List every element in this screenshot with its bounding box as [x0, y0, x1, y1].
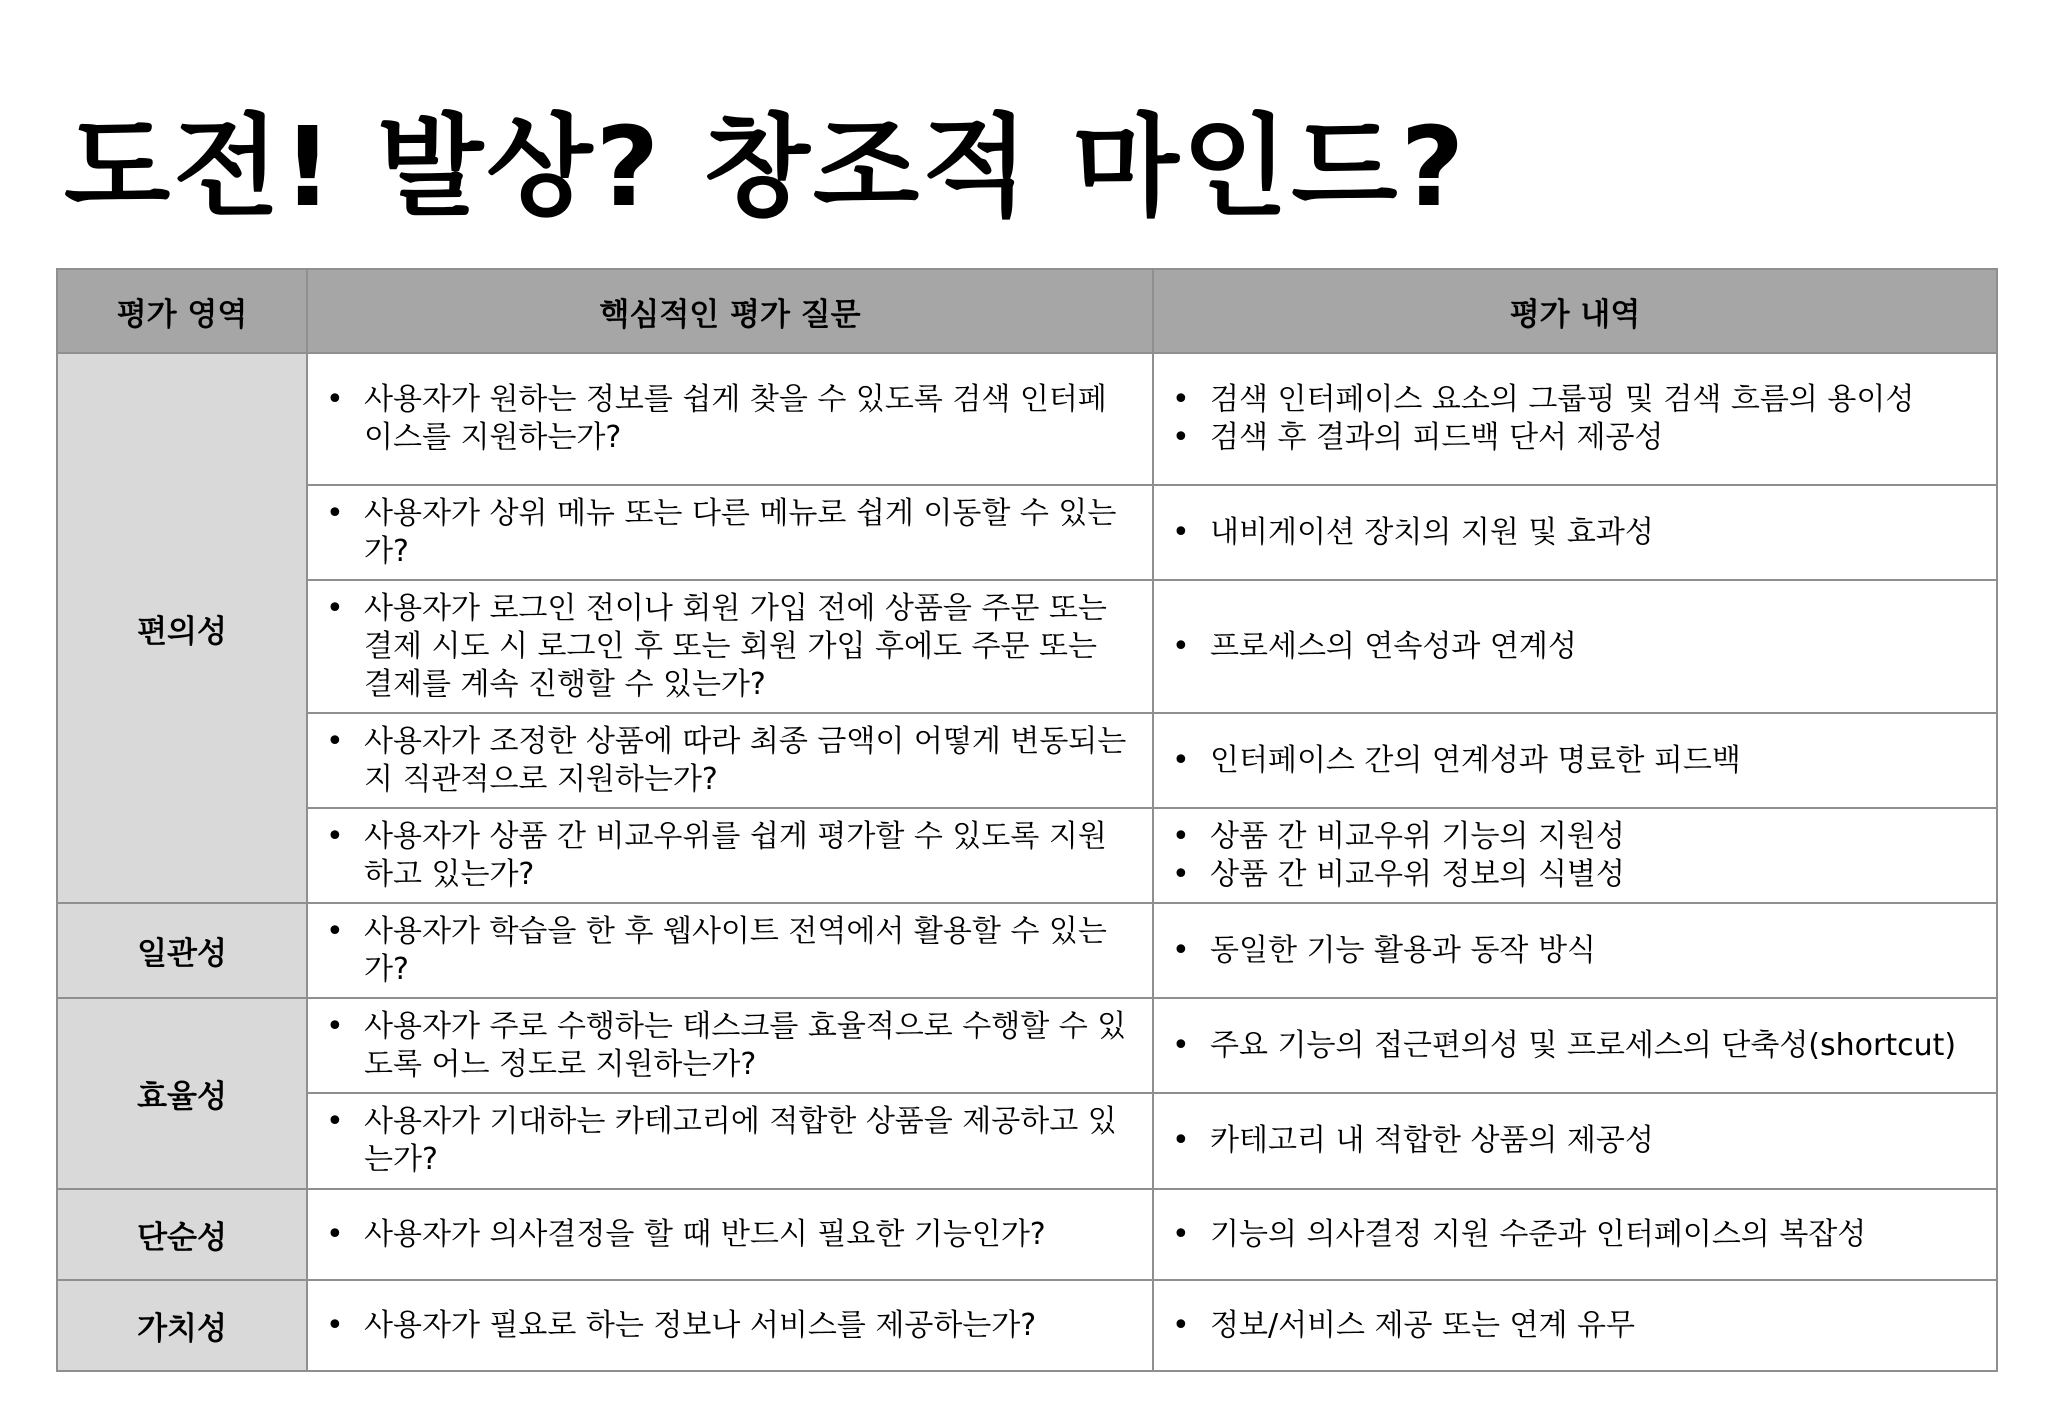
details-cell	[1153, 903, 1997, 998]
details-cell	[1153, 485, 1997, 580]
table-row	[57, 1093, 1997, 1189]
area-cell: 단순성	[57, 1189, 307, 1280]
question-cell	[307, 1280, 1153, 1371]
question-item: • 사용자가 의사결정을 할 때 반드시 필요한 기능인가?	[324, 1216, 1134, 1254]
details-cell	[1153, 808, 1997, 903]
details-cell	[1153, 713, 1997, 808]
details-cell	[1153, 998, 1997, 1093]
detail-item: • 주요 기능의 접근편의성 및 프로세스의 단축성(shortcut)	[1170, 1027, 1978, 1065]
table-row	[57, 1280, 1997, 1371]
detail-item: • 인터페이스 간의 연계성과 명료한 피드백	[1170, 742, 1978, 780]
question-item: • 사용자가 조정한 상품에 따라 최종 금액이 어떻게 변동되는지 직관적으로 지원하는가?	[324, 723, 1134, 799]
table-row	[57, 713, 1997, 808]
header-row	[57, 269, 1997, 353]
question-item: • 사용자가 상위 메뉴 또는 다른 메뉴로 쉽게 이동할 수 있는가?	[324, 495, 1134, 571]
detail-item: • 검색 인터페이스 요소의 그룹핑 및 검색 흐름의 용이성	[1170, 381, 1978, 419]
question-item: • 사용자가 기대하는 카테고리에 적합한 상품을 제공하고 있는가?	[324, 1103, 1134, 1179]
detail-item: • 상품 간 비교우위 기능의 지원성	[1170, 818, 1978, 856]
table-row	[57, 903, 1997, 998]
area-cell: 일관성	[57, 903, 307, 998]
area-cell: 효율성	[57, 998, 307, 1189]
detail-item: • 내비게이션 장치의 지원 및 효과성	[1170, 514, 1978, 552]
detail-item: • 정보/서비스 제공 또는 연계 유무	[1170, 1307, 1978, 1345]
details-cell	[1153, 1280, 1997, 1371]
question-cell	[307, 1189, 1153, 1280]
area-cell: 가치성	[57, 1280, 307, 1371]
detail-item: • 동일한 기능 활용과 동작 방식	[1170, 932, 1978, 970]
table-row	[57, 1189, 1997, 1280]
table-row	[57, 353, 1997, 485]
detail-item: • 프로세스의 연속성과 연계성	[1170, 628, 1978, 666]
table-row	[57, 580, 1997, 713]
details-cell	[1153, 1093, 1997, 1189]
question-item: • 사용자가 학습을 한 후 웹사이트 전역에서 활용할 수 있는가?	[324, 913, 1134, 989]
header-area: 평가 영역	[57, 269, 307, 353]
slide-title: 도전! 발상? 창조적 마인드?	[64, 103, 1468, 231]
area-cell: 편의성	[57, 353, 307, 903]
details-cell	[1153, 1189, 1997, 1280]
question-cell	[307, 808, 1153, 903]
header-question: 핵심적인 평가 질문	[307, 269, 1153, 353]
detail-item: • 검색 후 결과의 피드백 단서 제공성	[1170, 419, 1978, 457]
header-details: 평가 내역	[1153, 269, 1997, 353]
question-cell	[307, 485, 1153, 580]
question-item: • 사용자가 원하는 정보를 쉽게 찾을 수 있도록 검색 인터페이스를 지원하는가?	[324, 381, 1134, 457]
table-row	[57, 808, 1997, 903]
detail-item: • 상품 간 비교우위 정보의 식별성	[1170, 856, 1978, 894]
evaluation-table	[56, 268, 1998, 1372]
question-item: • 사용자가 필요로 하는 정보나 서비스를 제공하는가?	[324, 1307, 1134, 1345]
details-cell	[1153, 353, 1997, 485]
question-cell	[307, 713, 1153, 808]
question-item: • 사용자가 상품 간 비교우위를 쉽게 평가할 수 있도록 지원하고 있는가?	[324, 818, 1134, 894]
question-item: • 사용자가 로그인 전이나 회원 가입 전에 상품을 주문 또는 결제 시도 시 로그인 후 또는 회원 가입 후에도 주문 또는 결제를 계속 진행할 수 있는가?	[324, 590, 1134, 704]
question-cell	[307, 998, 1153, 1093]
detail-item: • 카테고리 내 적합한 상품의 제공성	[1170, 1122, 1978, 1160]
question-cell	[307, 580, 1153, 713]
table-row	[57, 998, 1997, 1093]
table-row	[57, 485, 1997, 580]
question-item: • 사용자가 주로 수행하는 태스크를 효율적으로 수행할 수 있도록 어느 정도로 지원하는가?	[324, 1008, 1134, 1084]
detail-item: • 기능의 의사결정 지원 수준과 인터페이스의 복잡성	[1170, 1216, 1978, 1254]
question-cell	[307, 903, 1153, 998]
question-cell	[307, 1093, 1153, 1189]
details-cell	[1153, 580, 1997, 713]
question-cell	[307, 353, 1153, 485]
